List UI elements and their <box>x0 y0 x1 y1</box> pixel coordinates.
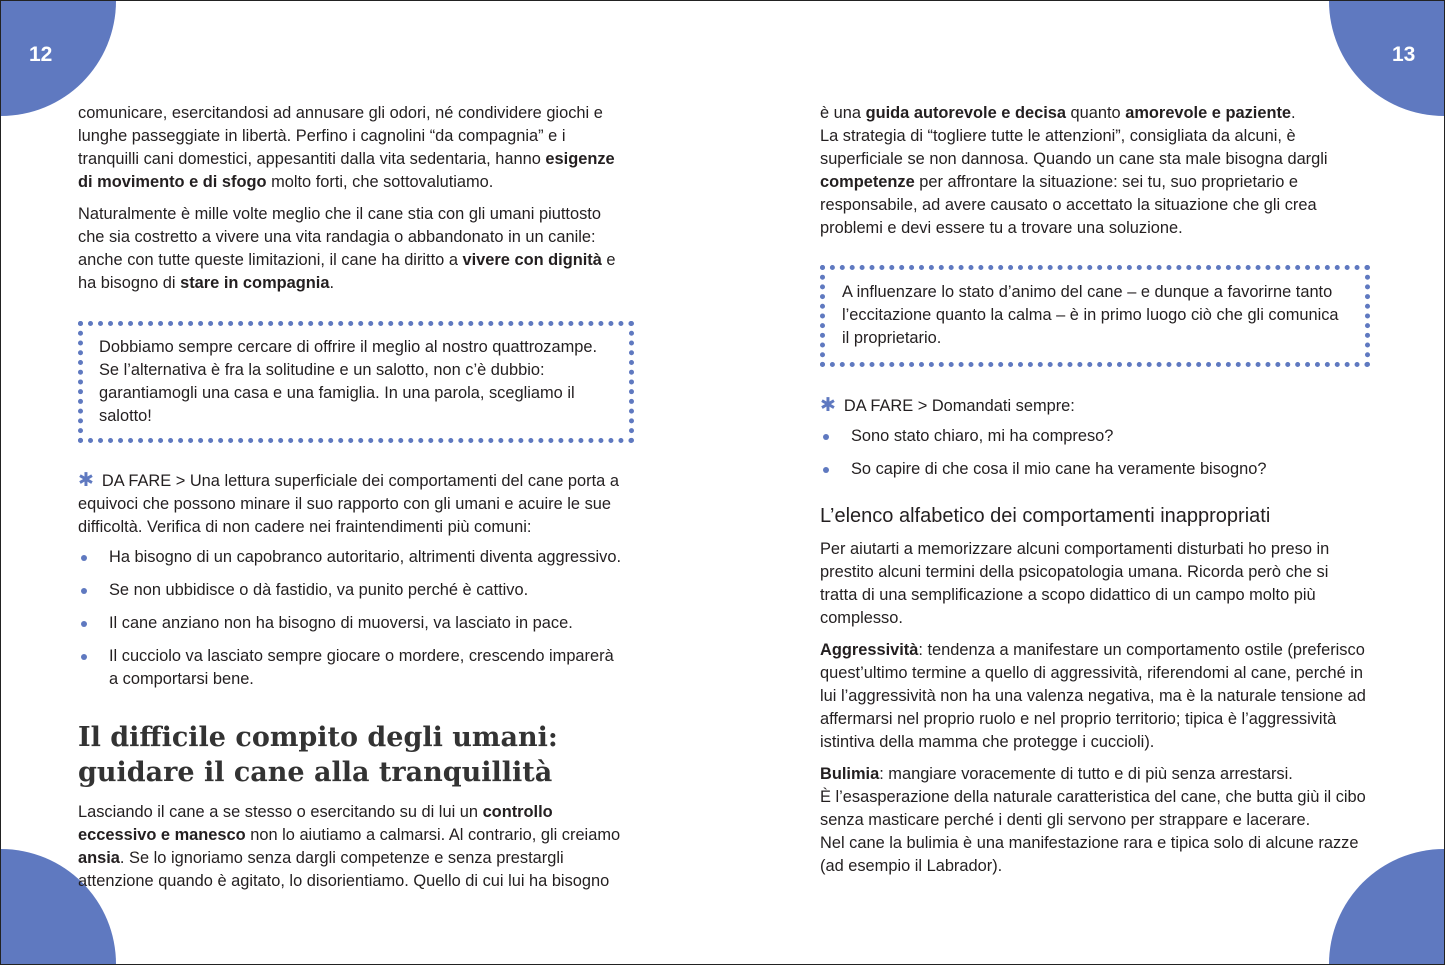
paragraph <box>78 801 626 893</box>
callout-box <box>820 265 1370 367</box>
text-run: È l’esasperazione della naturale caratteristica del cane, che butta giù il cibo senza masticare perché i denti gli servono per strappare e lacerare. <box>820 788 1366 829</box>
list-item: So capire di che cosa il mio cane ha veramente bisogno? <box>820 458 1370 481</box>
text-run: La strategia di “togliere tutte le attenzioni”, consigliata da alcuni, è superficiale se non dannosa. Quando un cane sta male bisogna dargli <box>820 127 1328 168</box>
bold-text: Aggressività <box>820 641 919 659</box>
callout-text: Dobbiamo sempre cercare di offrire il meglio al nostro quattrozampe. Se l’alternativa è fra la solitudine e un salotto, non c’è dubbio: garantiamogli una casa e una famiglia. In una parola, scegliamo il salotto! <box>99 338 598 425</box>
bold-text: controllo eccessivo e manesco <box>78 803 553 844</box>
bullet-icon <box>823 434 829 440</box>
paragraph <box>78 203 626 295</box>
bold-text: guida autorevole e decisa <box>865 104 1066 122</box>
section-heading: Il difficile compito degli umani: guidare il cane alla tranquillità <box>78 722 558 788</box>
page-number-right: 13 <box>1392 43 1416 66</box>
callout-text: A influenzare lo stato d’animo del cane – e dunque a favorirne tanto l’eccitazione quanto la calma – è in primo luogo ciò che gli comunica il proprietario. <box>842 283 1339 347</box>
asterisk-icon: ✱ <box>820 395 836 416</box>
paragraph <box>820 763 1370 878</box>
bullet-list <box>820 425 1370 481</box>
text-run: . Se lo ignoriamo senza dargli competenze e senza prestargli attenzione quando è agitato, lo disorientiamo. Quello di cui lui ha bisogno <box>78 849 610 890</box>
bold-text: Bulimia <box>820 765 880 783</box>
list-item: Il cane anziano non ha bisogno di muoversi, va lasciato in pace. <box>78 612 626 635</box>
paragraph <box>820 639 1370 754</box>
bold-text: competenze <box>820 173 915 191</box>
todo-text: DA FARE > Una lettura superficiale dei comportamenti del cane porta a equivoci che possono minare il suo rapporto con gli umani e acuire le sue difficoltà. Verifica di non cadere nei fraintendimenti più comuni: <box>78 472 619 536</box>
text-run: è una <box>820 104 866 122</box>
text-run: e ha bisogno di <box>78 251 616 292</box>
right-page-column <box>820 102 1370 887</box>
list-item: Sono stato chiaro, mi ha compreso? <box>820 425 1370 448</box>
paragraph <box>820 538 1370 630</box>
text-run: Naturalmente è mille volte meglio che il cane stia con gli umani piuttosto che sia costretto a vivere una vita randagia o abbandonato in un canile: anche con tutte queste limitazioni, il cane ha diritto a <box>78 205 601 269</box>
asterisk-icon: ✱ <box>78 470 94 491</box>
page-number-left: 12 <box>29 43 53 66</box>
text-run: . <box>329 274 335 292</box>
bullet-icon <box>823 467 829 473</box>
bullet-icon <box>81 555 87 561</box>
corner-decoration-top-left <box>0 0 116 116</box>
bullet-icon <box>81 588 87 594</box>
text-run: : tendenza a manifestare un comportamento ostile (preferisco quest’ultimo termine a quello di aggressività, riferendomi al cane, perché in lui l’aggressività non ha una valenza negativa, ma è la naturale tensione ad affermarsi nel proprio ruolo e nel proprio territorio; tipica è l’aggressività istintiva della mamma che protegge i cuccioli). <box>820 641 1366 751</box>
paragraph <box>78 102 626 194</box>
text-run: non lo aiutiamo a calmarsi. Al contrario, gli creiamo <box>245 826 621 844</box>
text-run: comunicare, esercitandosi ad annusare gli odori, né condividere giochi e lunghe passeggiate in libertà. Perfino i cagnolini “da compagnia” e i tranquilli cani domestici, appesantiti dalla vita sedentaria, hanno <box>78 104 603 168</box>
list-item: Se non ubbidisce o dà fastidio, va punito perché è cattivo. <box>78 579 626 602</box>
text-run: quanto <box>1065 104 1126 122</box>
text-run: molto forti, che sottovalutiamo. <box>266 173 494 191</box>
todo-note <box>78 469 626 539</box>
text-run: per affrontare la situazione: sei tu, suo proprietario e responsabile, ad avere causato o accettato la situazione che gli crea problemi e devi essere tu a trovare una soluzione. <box>820 173 1317 237</box>
subsection-heading: L’elenco alfabetico dei comportamenti inappropriati <box>820 505 1271 527</box>
bold-text: amorevole e paziente <box>1125 104 1292 122</box>
bullet-list <box>78 546 626 691</box>
todo-note <box>820 394 1370 418</box>
callout-box <box>78 321 634 443</box>
text-run: : mangiare voracemente di tutto e di più senza arrestarsi. <box>879 765 1293 783</box>
paragraph <box>820 102 1370 240</box>
list-item: Ha bisogno di un capobranco autoritario, altrimenti diventa aggressivo. <box>78 546 626 569</box>
bullet-icon <box>81 654 87 660</box>
bold-text: stare in compagnia <box>180 274 330 292</box>
bold-text: esigenze di movimento e di sfogo <box>78 150 615 191</box>
bold-text: ansia <box>78 849 120 867</box>
bold-text: vivere con dignità <box>462 251 602 269</box>
list-item: Il cucciolo va lasciato sempre giocare o mordere, crescendo imparerà a comportarsi bene. <box>78 645 626 691</box>
todo-text: DA FARE > Domandati sempre: <box>843 397 1075 415</box>
bullet-icon <box>81 621 87 627</box>
text-run: Lasciando il cane a se stesso o esercitando su di lui un <box>78 803 483 821</box>
text-run: Nel cane la bulimia è una manifestazione rara e tipica solo di alcune razze (ad esempio il Labrador). <box>820 834 1359 875</box>
text-run: Per aiutarti a memorizzare alcuni comportamenti disturbati ho preso in prestito alcuni termini della psicopatologia umana. Ricorda però che si tratta di una semplificazione a scopo didattico di un campo molto più complesso. <box>820 540 1330 627</box>
corner-decoration-top-right <box>1329 0 1445 116</box>
text-run: . <box>1291 104 1296 122</box>
left-page-column <box>78 102 626 902</box>
